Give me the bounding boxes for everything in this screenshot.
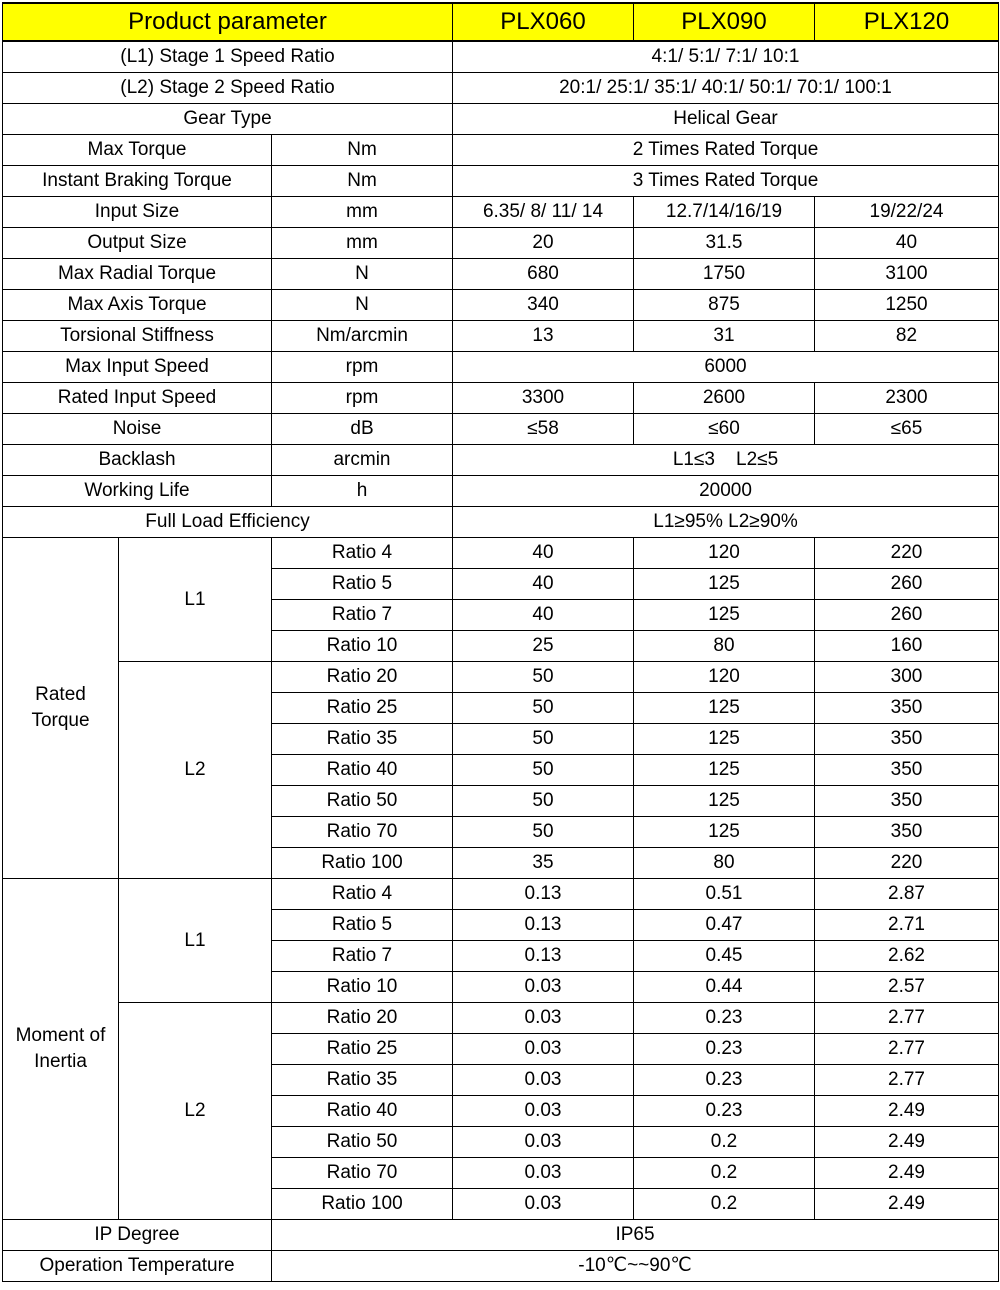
value-plx090: 0.47: [634, 910, 815, 941]
row-max-radial-torque: [3, 259, 999, 290]
value-plx060: 0.13: [453, 910, 634, 941]
ratio-label: Ratio 20: [272, 1003, 453, 1034]
row-gear-type: [3, 104, 999, 135]
header-title: Product parameter: [3, 3, 453, 41]
param-value: 3 Times Rated Torque: [453, 166, 999, 197]
value-plx060: 0.13: [453, 879, 634, 910]
ratio-label: Ratio 10: [272, 972, 453, 1003]
stage-l1-label: L1: [119, 538, 272, 662]
value-plx090: 0.44: [634, 972, 815, 1003]
param-label: Max Radial Torque: [3, 259, 272, 290]
value-plx090: 125: [634, 600, 815, 631]
row-torsional-stiffness: [3, 321, 999, 352]
param-unit: h: [272, 476, 453, 507]
value-plx060: 13: [453, 321, 634, 352]
param-label: (L2) Stage 2 Speed Ratio: [3, 73, 453, 104]
param-label: Full Load Efficiency: [3, 507, 453, 538]
value-plx060: 0.03: [453, 1096, 634, 1127]
value-plx120: 40: [815, 228, 999, 259]
value-plx090: 80: [634, 631, 815, 662]
row-input-size: [3, 197, 999, 228]
value-plx060: 35: [453, 848, 634, 879]
ratio-label: Ratio 50: [272, 1127, 453, 1158]
row-max-torque: [3, 135, 999, 166]
param-unit: Nm/arcmin: [272, 321, 453, 352]
value-plx060: 50: [453, 693, 634, 724]
value-plx120: 2.77: [815, 1003, 999, 1034]
param-label: Rated Input Speed: [3, 383, 272, 414]
value-plx120: 2.49: [815, 1158, 999, 1189]
param-unit: Nm: [272, 166, 453, 197]
value-plx060: 50: [453, 724, 634, 755]
value-plx090: 125: [634, 724, 815, 755]
value-plx120: 300: [815, 662, 999, 693]
row-max-axis-torque: [3, 290, 999, 321]
stage-l2-label: L2: [119, 1003, 272, 1220]
value-plx120: 19/22/24: [815, 197, 999, 228]
ratio-label: Ratio 70: [272, 1158, 453, 1189]
stage-l2-label: L2: [119, 662, 272, 879]
value-plx060: 20: [453, 228, 634, 259]
value-plx120: 1250: [815, 290, 999, 321]
ratio-label: Ratio 50: [272, 786, 453, 817]
value-plx090: 0.2: [634, 1127, 815, 1158]
param-unit: N: [272, 259, 453, 290]
value-plx090: 31.5: [634, 228, 815, 259]
row-backlash: [3, 445, 999, 476]
ratio-label: Ratio 25: [272, 693, 453, 724]
value-plx120: 2.62: [815, 941, 999, 972]
ratio-label: Ratio 40: [272, 755, 453, 786]
value-plx060: 0.03: [453, 1127, 634, 1158]
param-value: 6000: [453, 352, 999, 383]
table-row: [3, 879, 999, 910]
param-label: Max Input Speed: [3, 352, 272, 383]
value-plx120: 2.77: [815, 1065, 999, 1096]
row-rated-input-speed: [3, 383, 999, 414]
model-plx090: PLX090: [634, 3, 815, 41]
ratio-label: Ratio 7: [272, 600, 453, 631]
param-label: Working Life: [3, 476, 272, 507]
value-plx120: 2300: [815, 383, 999, 414]
value-plx060: 3300: [453, 383, 634, 414]
value-plx090: 125: [634, 817, 815, 848]
value-plx060: 6.35/ 8/ 11/ 14: [453, 197, 634, 228]
param-unit: dB: [272, 414, 453, 445]
row-full-load-efficiency: [3, 507, 999, 538]
param-label: Torsional Stiffness: [3, 321, 272, 352]
value-plx060: 25: [453, 631, 634, 662]
param-label: Max Axis Torque: [3, 290, 272, 321]
value-plx090: ≤60: [634, 414, 815, 445]
param-value: -10℃~~90℃: [272, 1251, 999, 1282]
value-plx090: 0.2: [634, 1158, 815, 1189]
value-plx060: 50: [453, 817, 634, 848]
row-max-input-speed: [3, 352, 999, 383]
value-plx090: 12.7/14/16/19: [634, 197, 815, 228]
value-plx090: 120: [634, 538, 815, 569]
spec-table: [2, 2, 999, 1282]
param-label: Backlash: [3, 445, 272, 476]
value-plx090: 80: [634, 848, 815, 879]
row-working-life: [3, 476, 999, 507]
model-plx060: PLX060: [453, 3, 634, 41]
value-plx090: 1750: [634, 259, 815, 290]
value-plx120: 2.77: [815, 1034, 999, 1065]
row-stage2-ratio: [3, 73, 999, 104]
row-operation-temperature: [3, 1251, 999, 1282]
value-plx090: 125: [634, 693, 815, 724]
row-noise: [3, 414, 999, 445]
ratio-label: Ratio 20: [272, 662, 453, 693]
value-plx090: 0.23: [634, 1065, 815, 1096]
ratio-label: Ratio 25: [272, 1034, 453, 1065]
value-plx120: 2.87: [815, 879, 999, 910]
value-plx120: 260: [815, 600, 999, 631]
param-unit: mm: [272, 197, 453, 228]
value-plx090: 0.45: [634, 941, 815, 972]
ratio-label: Ratio 100: [272, 1189, 453, 1220]
ratio-label: Ratio 35: [272, 1065, 453, 1096]
value-plx120: 2.49: [815, 1127, 999, 1158]
value-plx060: 0.03: [453, 1034, 634, 1065]
table-row: [3, 662, 999, 693]
value-plx120: 220: [815, 848, 999, 879]
value-plx090: 31: [634, 321, 815, 352]
value-plx060: 0.03: [453, 1065, 634, 1096]
param-unit: arcmin: [272, 445, 453, 476]
value-plx120: 2.57: [815, 972, 999, 1003]
param-unit: Nm: [272, 135, 453, 166]
table-row: [3, 1003, 999, 1034]
model-plx120: PLX120: [815, 3, 999, 41]
value-plx060: 680: [453, 259, 634, 290]
param-label: IP Degree: [3, 1220, 272, 1251]
value-plx060: 40: [453, 538, 634, 569]
rated-torque-label: Rated Torque: [3, 538, 119, 879]
ratio-label: Ratio 100: [272, 848, 453, 879]
value-plx090: 125: [634, 569, 815, 600]
ratio-label: Ratio 5: [272, 569, 453, 600]
row-ip-degree: [3, 1220, 999, 1251]
param-value: IP65: [272, 1220, 999, 1251]
value-plx120: 2.71: [815, 910, 999, 941]
param-label: Output Size: [3, 228, 272, 259]
param-value: 20000: [453, 476, 999, 507]
value-plx120: ≤65: [815, 414, 999, 445]
ratio-label: Ratio 35: [272, 724, 453, 755]
param-label: (L1) Stage 1 Speed Ratio: [3, 41, 453, 73]
value-plx060: 340: [453, 290, 634, 321]
param-value: 4:1/ 5:1/ 7:1/ 10:1: [453, 41, 999, 73]
value-plx060: 50: [453, 662, 634, 693]
value-plx090: 0.23: [634, 1003, 815, 1034]
param-label: Gear Type: [3, 104, 453, 135]
inertia-label: Moment of Inertia: [3, 879, 119, 1220]
table-row: [3, 538, 999, 569]
ratio-label: Ratio 4: [272, 879, 453, 910]
value-plx120: 350: [815, 724, 999, 755]
param-label: Noise: [3, 414, 272, 445]
ratio-label: Ratio 4: [272, 538, 453, 569]
param-label: Max Torque: [3, 135, 272, 166]
row-instant-braking-torque: [3, 166, 999, 197]
param-label: Operation Temperature: [3, 1251, 272, 1282]
value-plx090: 875: [634, 290, 815, 321]
value-plx090: 125: [634, 755, 815, 786]
param-label: Input Size: [3, 197, 272, 228]
header-row: [3, 3, 999, 41]
param-value: L1≤3 L2≤5: [453, 445, 999, 476]
value-plx090: 0.23: [634, 1034, 815, 1065]
value-plx060: 0.03: [453, 972, 634, 1003]
value-plx120: 350: [815, 755, 999, 786]
ratio-label: Ratio 70: [272, 817, 453, 848]
param-unit: rpm: [272, 352, 453, 383]
ratio-label: Ratio 40: [272, 1096, 453, 1127]
value-plx090: 2600: [634, 383, 815, 414]
row-output-size: [3, 228, 999, 259]
param-unit: rpm: [272, 383, 453, 414]
value-plx120: 350: [815, 786, 999, 817]
value-plx060: 0.03: [453, 1003, 634, 1034]
param-unit: mm: [272, 228, 453, 259]
value-plx120: 160: [815, 631, 999, 662]
value-plx090: 120: [634, 662, 815, 693]
param-value: Helical Gear: [453, 104, 999, 135]
param-value: 2 Times Rated Torque: [453, 135, 999, 166]
value-plx120: 260: [815, 569, 999, 600]
value-plx060: ≤58: [453, 414, 634, 445]
value-plx120: 82: [815, 321, 999, 352]
ratio-label: Ratio 10: [272, 631, 453, 662]
value-plx060: 0.13: [453, 941, 634, 972]
value-plx120: 2.49: [815, 1096, 999, 1127]
ratio-label: Ratio 7: [272, 941, 453, 972]
value-plx060: 40: [453, 569, 634, 600]
value-plx060: 40: [453, 600, 634, 631]
stage-l1-label: L1: [119, 879, 272, 1003]
value-plx090: 0.2: [634, 1189, 815, 1220]
param-value: 20:1/ 25:1/ 35:1/ 40:1/ 50:1/ 70:1/ 100:1: [453, 73, 999, 104]
value-plx120: 350: [815, 693, 999, 724]
value-plx120: 2.49: [815, 1189, 999, 1220]
value-plx060: 0.03: [453, 1189, 634, 1220]
value-plx090: 125: [634, 786, 815, 817]
value-plx090: 0.23: [634, 1096, 815, 1127]
param-unit: N: [272, 290, 453, 321]
param-label: Instant Braking Torque: [3, 166, 272, 197]
value-plx060: 0.03: [453, 1158, 634, 1189]
value-plx090: 0.51: [634, 879, 815, 910]
value-plx120: 220: [815, 538, 999, 569]
param-value: L1≥95% L2≥90%: [453, 507, 999, 538]
row-stage1-ratio: [3, 41, 999, 73]
value-plx120: 3100: [815, 259, 999, 290]
value-plx120: 350: [815, 817, 999, 848]
value-plx060: 50: [453, 786, 634, 817]
value-plx060: 50: [453, 755, 634, 786]
ratio-label: Ratio 5: [272, 910, 453, 941]
